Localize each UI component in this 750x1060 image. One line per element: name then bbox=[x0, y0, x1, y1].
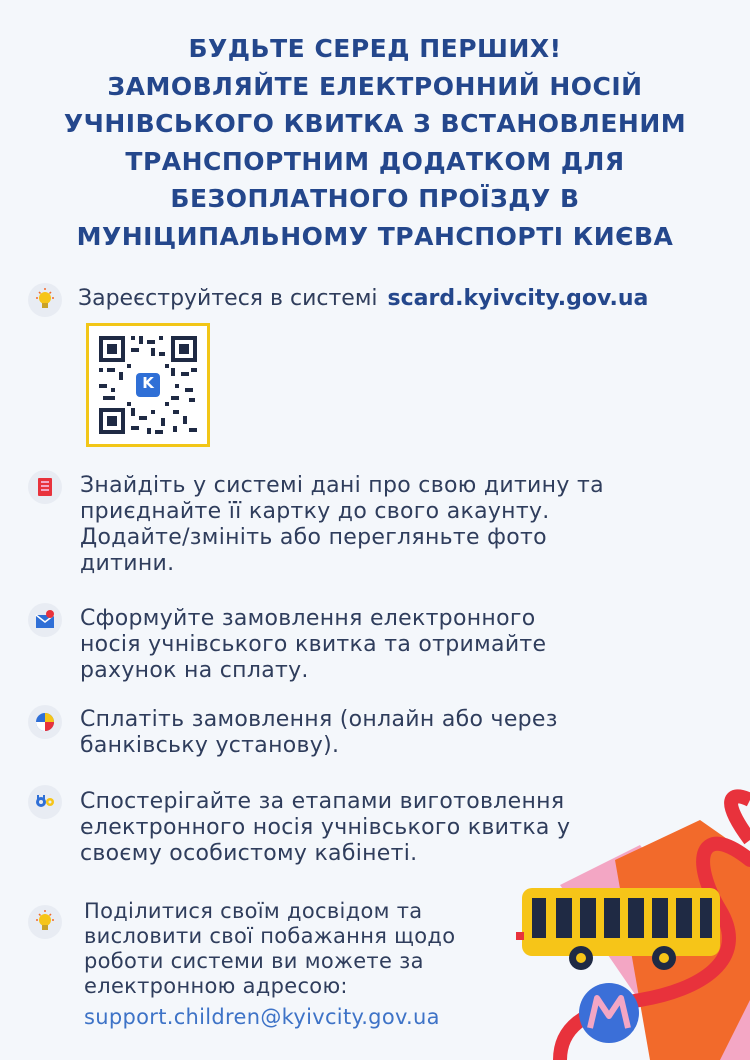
feedback-step bbox=[84, 899, 455, 1030]
headline-line: УЧНІВСЬКОГО КВИТКА З ВСТАНОВЛЕНИМ bbox=[63, 109, 687, 138]
register-text: Зареєструйтеся в системі bbox=[78, 286, 378, 311]
feedback-line: роботи системи ви можете за bbox=[84, 949, 424, 973]
headline-line: ТРАНСПОРТНИМ ДОДАТКОМ ДЛЯ bbox=[125, 146, 625, 176]
qr-code[interactable] bbox=[86, 323, 210, 447]
pay-step bbox=[80, 707, 558, 759]
pay-line: банківську установу). bbox=[80, 733, 340, 758]
register-step bbox=[78, 286, 648, 311]
lightbulb-icon bbox=[28, 905, 62, 939]
track-line: своєму особистому кабінеті. bbox=[80, 841, 418, 866]
headline-line: БЕЗОПЛАТНОГО ПРОЇЗДУ В bbox=[170, 184, 580, 213]
headline-line: БУДЬТЕ СЕРЕД ПЕРШИХ! bbox=[188, 34, 562, 63]
support-email-link[interactable]: support.children@kyivcity.gov.ua bbox=[84, 1005, 440, 1029]
pie-chart-icon bbox=[28, 705, 62, 739]
headline-line: ЗАМОВЛЯЙТЕ ЕЛЕКТРОННИЙ НОСІЙ bbox=[107, 71, 643, 101]
headline bbox=[20, 30, 730, 255]
find-child-line: приєднайте її картку до свого акаунту. bbox=[80, 499, 550, 524]
form-order-step bbox=[80, 606, 546, 684]
track-line: Спостерігайте за етапами виготовлення bbox=[80, 789, 565, 814]
notebook-icon bbox=[28, 470, 62, 504]
form-order-line: рахунок на сплату. bbox=[80, 658, 309, 683]
envelope-icon bbox=[28, 603, 62, 637]
form-order-line: носія учнівського квитка та отримайте bbox=[80, 632, 547, 657]
red-wave-top bbox=[731, 796, 750, 840]
find-child-line: Додайте/змініть або перегляньте фото bbox=[80, 525, 547, 550]
pay-line: Сплатіть замовлення (онлайн або через bbox=[80, 707, 558, 732]
feedback-line: електронною адресою: bbox=[84, 974, 348, 998]
find-child-step bbox=[80, 473, 604, 577]
metro-logo-icon bbox=[579, 983, 639, 1043]
find-child-line: дитини. bbox=[80, 551, 175, 576]
lightbulb-icon bbox=[28, 283, 62, 317]
feedback-line: Поділитися своїм досвідом та bbox=[84, 899, 423, 923]
register-link[interactable]: scard.kyivcity.gov.ua bbox=[387, 286, 649, 311]
feedback-line: висловити свої побажання щодо bbox=[84, 924, 456, 948]
headline-line: МУНІЦИПАЛЬНОМУ ТРАНСПОРТІ КИЄВА bbox=[76, 221, 674, 251]
track-line: електронного носія учнівського квитка у bbox=[80, 815, 571, 840]
track-step bbox=[80, 789, 570, 867]
gears-icon bbox=[28, 785, 62, 819]
form-order-line: Сформуйте замовлення електронного bbox=[80, 606, 536, 631]
qr-center-letter: K bbox=[142, 374, 154, 392]
find-child-line: Знайдіть у системі дані про свою дитину та bbox=[80, 473, 604, 498]
